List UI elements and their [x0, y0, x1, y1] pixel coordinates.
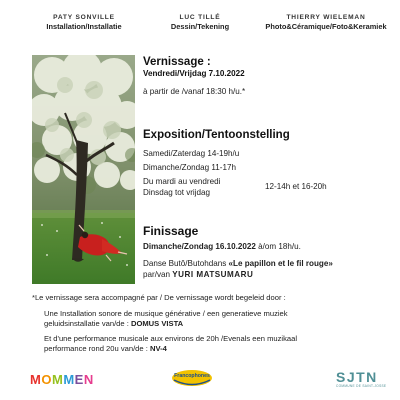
performer-name: YURI MATSUMARU — [172, 270, 254, 279]
tree-illustration — [32, 55, 135, 284]
artist-name: LUC TILLÉ — [179, 14, 221, 21]
exposition-sunday: Dimanche/Zondag 11-17h — [143, 163, 236, 172]
item2-prefix: performance rond 20u van/de : — [44, 344, 150, 353]
finissage-time: à/om 18h/u. — [255, 242, 301, 251]
finissage-date: Dimanche/Zondag 16.10.2022 — [143, 242, 256, 251]
finissage-dance-line — [143, 258, 333, 269]
exposition-title: Exposition/Tentoonstelling — [143, 129, 290, 141]
artist-name: PATY SONVILLE — [53, 14, 115, 21]
exposition-weekdays-nl: Dinsdag tot vrijdag — [143, 188, 211, 197]
exposition-weekdays-fr: Du mardi au vendredi — [143, 177, 221, 186]
artist-name: THIERRY WIELEMAN — [286, 14, 366, 21]
artist-2 — [145, 13, 255, 32]
mommen-logo: MOMMEN — [30, 372, 94, 387]
vernissage-time: à partir de /vanaf 18:30 h/u.* — [143, 87, 246, 96]
francophones-logo-mark — [170, 367, 214, 387]
exposition-weekday-hours: 12-14h et 16-20h — [265, 182, 327, 191]
artist-1 — [29, 13, 139, 32]
finissage-title: Finissage — [143, 224, 199, 238]
footnote-item2-line2 — [44, 344, 167, 354]
vernissage-title: Vernissage : — [143, 56, 211, 68]
sjtn-logo-subtitle: COMMUNE DE SAINT-JOSSE — [336, 384, 387, 388]
finissage-date-line — [143, 241, 301, 252]
footnote-item1-line2 — [44, 319, 183, 329]
blossom-tree-photo — [32, 55, 135, 284]
dance-title: «Le papillon et le fil rouge» — [228, 259, 333, 268]
artist-role: Dessin/Tekening — [170, 22, 230, 31]
performer-prefix: par/van — [143, 270, 173, 279]
francophones-logo — [170, 367, 214, 387]
finissage-performer-line — [143, 269, 253, 280]
footnote-item1-line1: Une Installation sonore de musique générative / een generatieve muziek — [44, 309, 288, 318]
footnote-item2-line1: Et d'une performance musicale aux environs de 20h /Evenals een muzikaal — [44, 334, 298, 343]
sjtn-logo-text: SJTN — [336, 369, 378, 385]
vernissage-date: Vendredi/Vrijdag 7.10.2022 — [143, 69, 245, 78]
nv4: NV-4 — [149, 344, 167, 353]
francophones-logo-text: Francophones — [174, 373, 210, 379]
footnote-intro: *Le vernissage sera accompagné par / De vernissage wordt begeleid door : — [32, 293, 286, 302]
artist-3 — [256, 13, 396, 32]
exposition-saturday: Samedi/Zaterdag 14-19h/u — [143, 149, 240, 158]
artist-role: Installation/Installatie — [46, 22, 122, 31]
item1-prefix: geluidsinstallatie van/de : — [44, 319, 131, 328]
artist-role: Photo&Céramique/Foto&Keramiek — [265, 22, 387, 31]
dance-prefix: Danse Butô/Butohdans — [143, 259, 229, 268]
domus-vista: DOMUS VISTA — [130, 319, 184, 328]
sjtn-logo — [336, 370, 386, 389]
